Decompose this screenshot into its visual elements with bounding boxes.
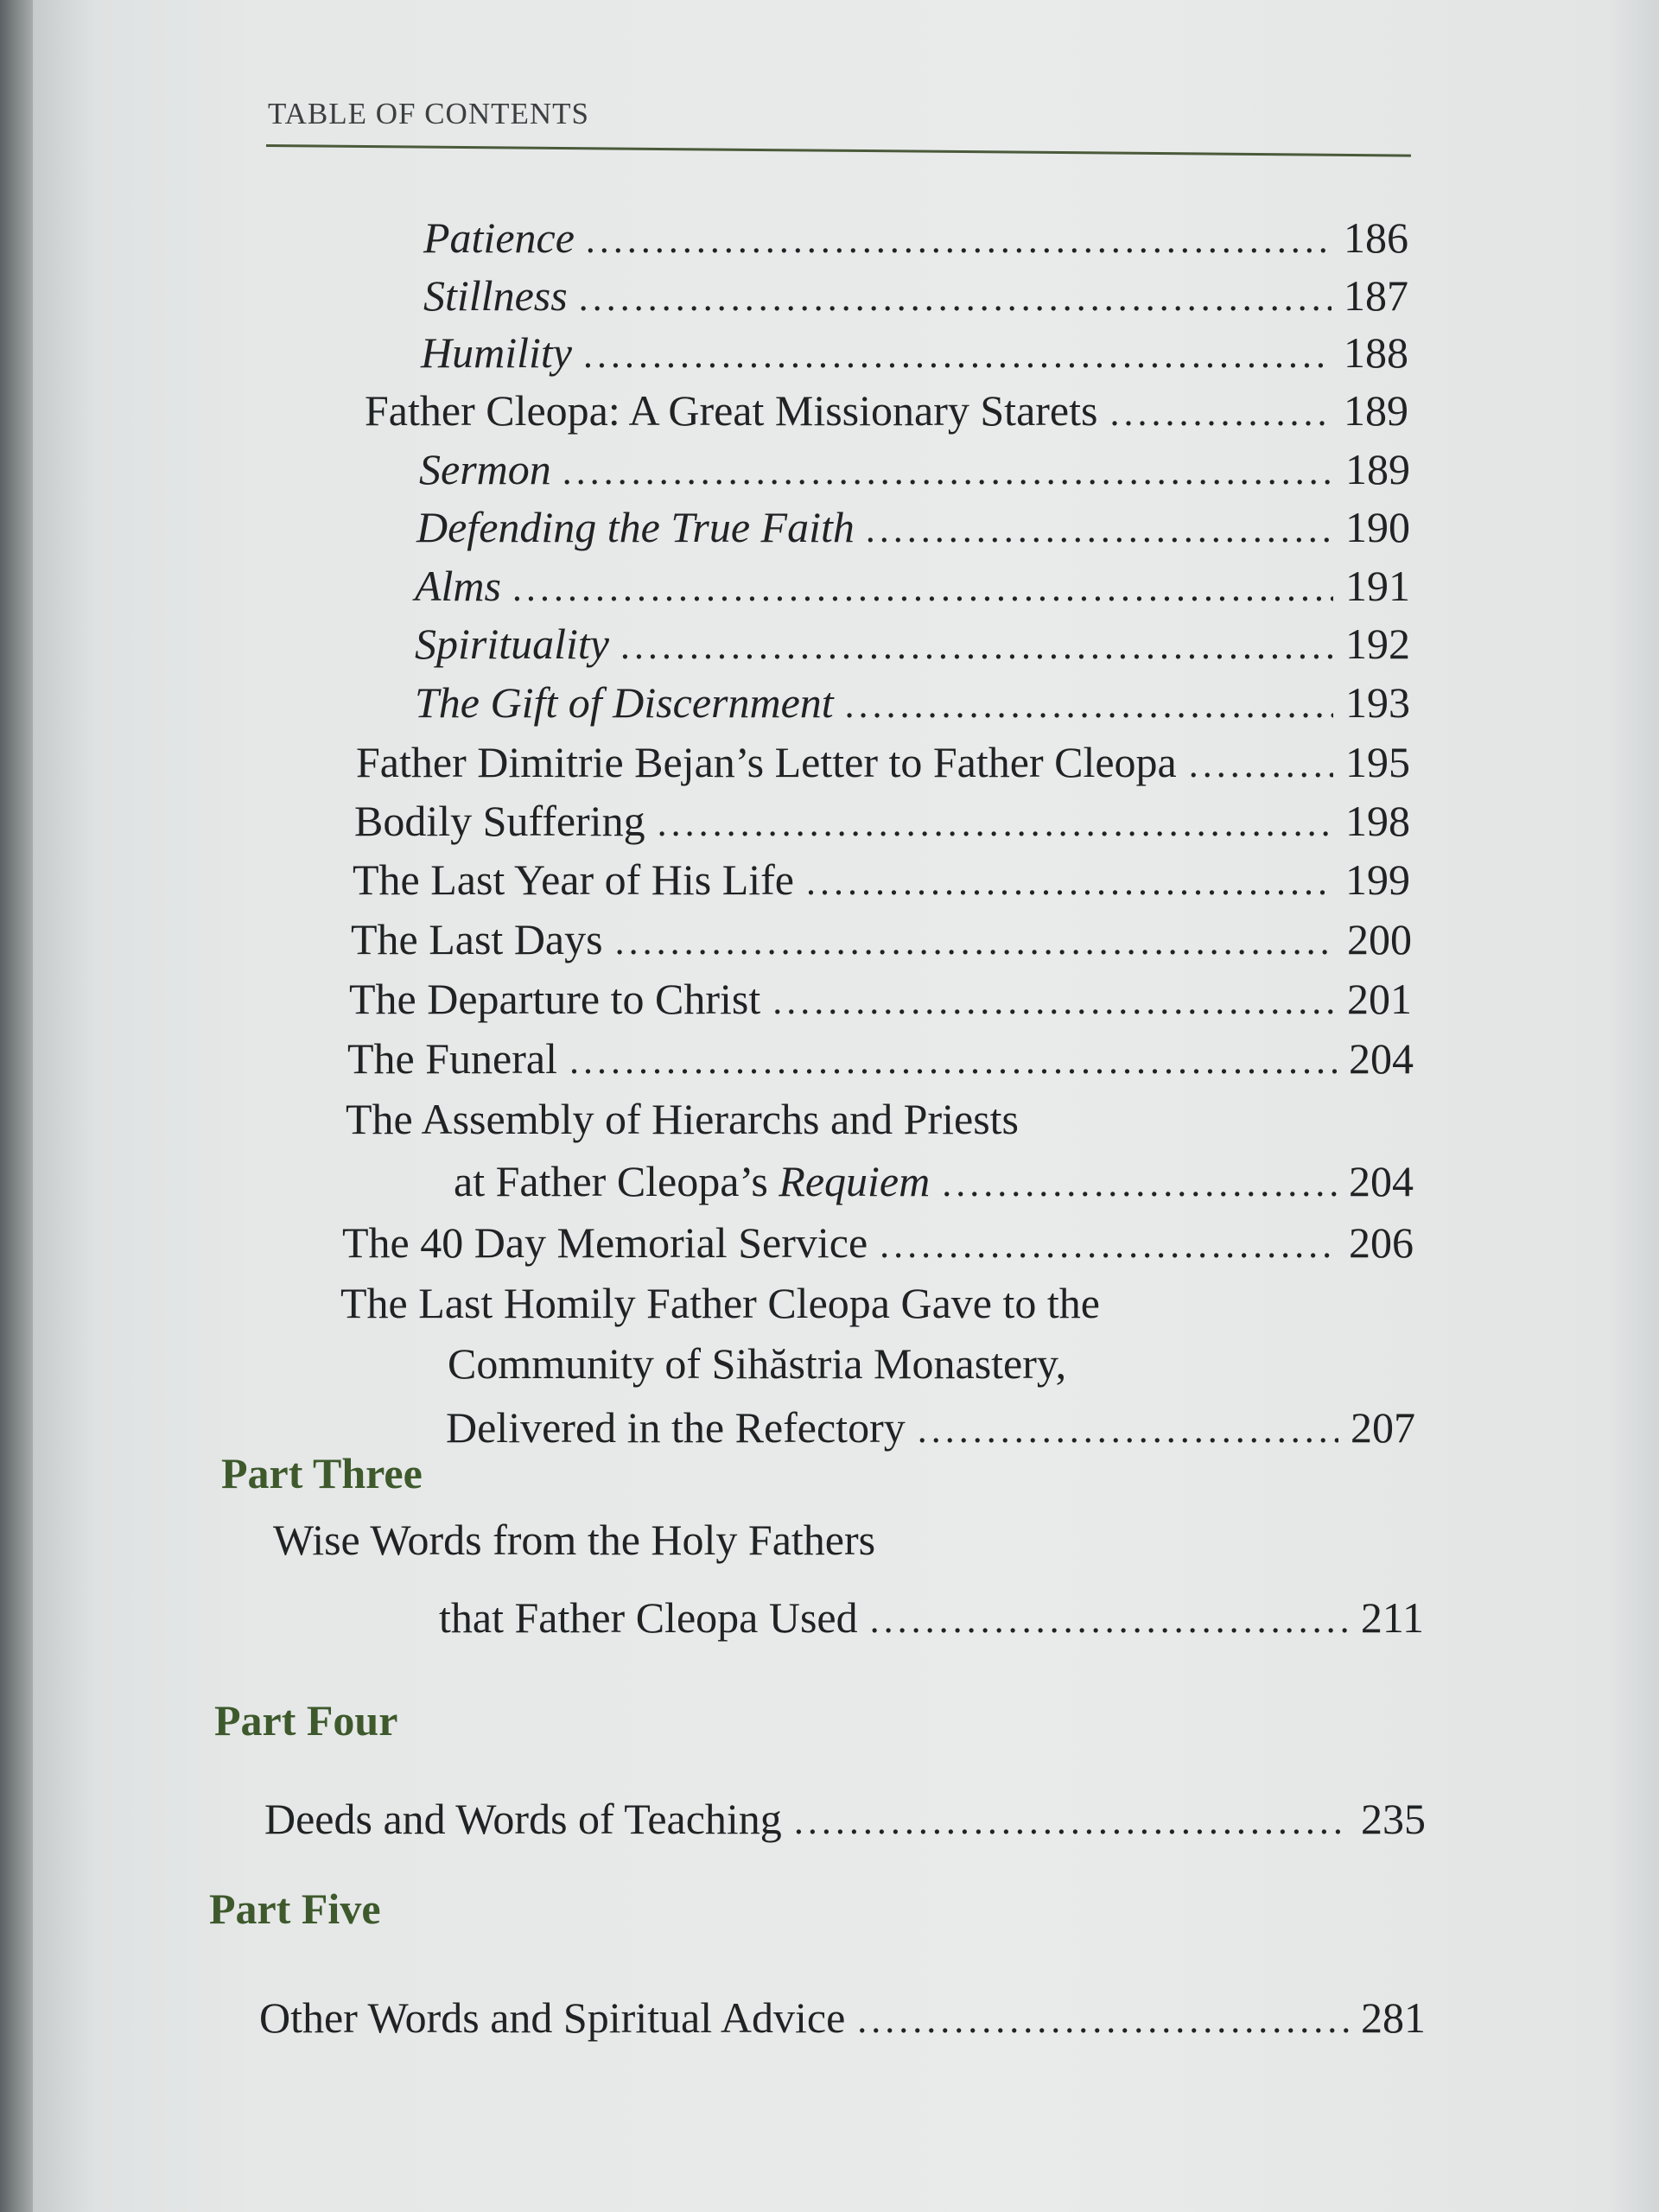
entry-title: Spirituality — [415, 620, 609, 668]
dot-leader — [942, 1158, 1337, 1210]
entry-title: The Gift of Discernment — [415, 678, 834, 727]
toc-entry — [349, 973, 1412, 1027]
page-number: 204 — [1349, 1157, 1414, 1205]
dot-leader — [580, 272, 1332, 324]
dot-leader — [918, 1404, 1338, 1456]
dot-leader — [563, 446, 1333, 498]
page-number: 191 — [1345, 562, 1410, 610]
page-number: 193 — [1345, 678, 1410, 727]
toc-entry — [416, 501, 1410, 556]
dot-leader — [794, 1796, 1349, 1847]
entry-title-continued: Delivered in the Refectory — [446, 1403, 906, 1452]
dot-leader — [880, 1219, 1337, 1271]
entry-title: The Funeral — [347, 1034, 557, 1083]
page-number: 200 — [1347, 915, 1412, 963]
page-number: 199 — [1345, 855, 1410, 904]
dot-leader — [587, 214, 1332, 266]
dot-leader — [1189, 739, 1333, 791]
page-number: 207 — [1351, 1403, 1415, 1452]
page-number: 201 — [1347, 975, 1412, 1023]
toc-entry — [423, 212, 1408, 266]
dot-leader — [569, 1035, 1337, 1087]
entry-title: Father Cleopa: A Great Missionary Starets — [365, 386, 1098, 435]
entry-title: Patience — [423, 213, 575, 262]
dot-leader — [584, 329, 1332, 381]
page-number: 204 — [1349, 1034, 1414, 1083]
entry-title-prefix: at Father Cleopa’s — [454, 1157, 779, 1205]
dot-leader — [806, 856, 1333, 908]
part-heading: Part Three — [221, 1449, 423, 1497]
toc-entry — [415, 560, 1410, 614]
page-number: 198 — [1345, 797, 1410, 845]
page-number: 281 — [1361, 1993, 1426, 2042]
dot-leader — [658, 798, 1333, 849]
dot-leader — [846, 679, 1333, 731]
entry-title: Deeds and Words of Teaching — [264, 1795, 782, 1843]
entry-title: The Last Year of His Life — [353, 855, 794, 904]
toc-entry — [446, 1402, 1415, 1456]
dot-leader — [772, 976, 1335, 1027]
toc-entry — [351, 913, 1412, 968]
toc-entry-first-line: The Assembly of Hierarchs and Priests — [346, 1095, 1020, 1143]
toc-entry — [421, 327, 1408, 381]
entry-title: Bodily Suffering — [354, 797, 645, 845]
dot-leader — [513, 563, 1333, 614]
toc-entry — [259, 1992, 1426, 2046]
page-number: 211 — [1360, 1593, 1424, 1642]
part-entry-first-line: Wise Words from the Holy Fathers — [273, 1516, 876, 1564]
dot-leader — [615, 916, 1335, 968]
toc-entry — [415, 618, 1410, 672]
running-head: TABLE OF CONTENTS — [268, 97, 589, 130]
part-heading: Part Five — [209, 1885, 381, 1933]
page-number: 192 — [1345, 620, 1410, 668]
entry-title: The Last Days — [351, 915, 603, 963]
toc-entry — [415, 677, 1410, 731]
toc-entry — [354, 795, 1410, 849]
toc-entry-second-line: Community of Sihăstria Monastery, — [448, 1339, 1067, 1388]
page-number: 206 — [1349, 1218, 1414, 1267]
page-number: 189 — [1344, 386, 1408, 435]
toc-entry — [347, 1033, 1414, 1087]
toc-entry — [342, 1217, 1414, 1271]
entry-title: Stillness — [423, 271, 568, 320]
page-number: 187 — [1344, 271, 1408, 320]
entry-title-italic: Requiem — [779, 1157, 931, 1205]
entry-title: Sermon — [419, 445, 551, 493]
entry-title-continued — [454, 1155, 930, 1207]
part-heading: Part Four — [214, 1696, 398, 1745]
page-number: 189 — [1345, 445, 1410, 493]
entry-title: Defending the True Faith — [416, 503, 855, 551]
entry-title: The Departure to Christ — [349, 975, 761, 1023]
toc-entry — [423, 270, 1408, 324]
toc-entry-first-line: The Last Homily Father Cleopa Gave to the — [340, 1279, 1100, 1327]
dot-leader — [857, 1994, 1349, 2046]
toc-entry — [439, 1592, 1424, 1646]
page-number: 190 — [1345, 503, 1410, 551]
entry-title: Father Dimitrie Bejan’s Letter to Father Cleopa — [356, 738, 1177, 786]
dot-leader — [1109, 387, 1332, 439]
page-number: 188 — [1344, 328, 1408, 377]
toc-entry — [454, 1155, 1414, 1210]
entry-title: The 40 Day Memorial Service — [342, 1218, 868, 1267]
page-number: 195 — [1345, 738, 1410, 786]
entry-title: Other Words and Spiritual Advice — [259, 1993, 846, 2042]
page-number: 186 — [1344, 213, 1408, 262]
toc-entry — [419, 443, 1410, 498]
page-number: 235 — [1361, 1795, 1426, 1843]
entry-title: Alms — [415, 562, 501, 610]
toc-entry — [353, 854, 1410, 908]
dot-leader — [621, 620, 1333, 672]
entry-title: Humility — [421, 328, 572, 377]
dot-leader — [867, 504, 1333, 556]
toc-entry — [365, 385, 1408, 439]
dot-leader — [870, 1594, 1349, 1646]
toc-entry — [356, 736, 1410, 791]
toc-entry — [264, 1793, 1426, 1847]
entry-title-continued: that Father Cleopa Used — [439, 1593, 858, 1642]
